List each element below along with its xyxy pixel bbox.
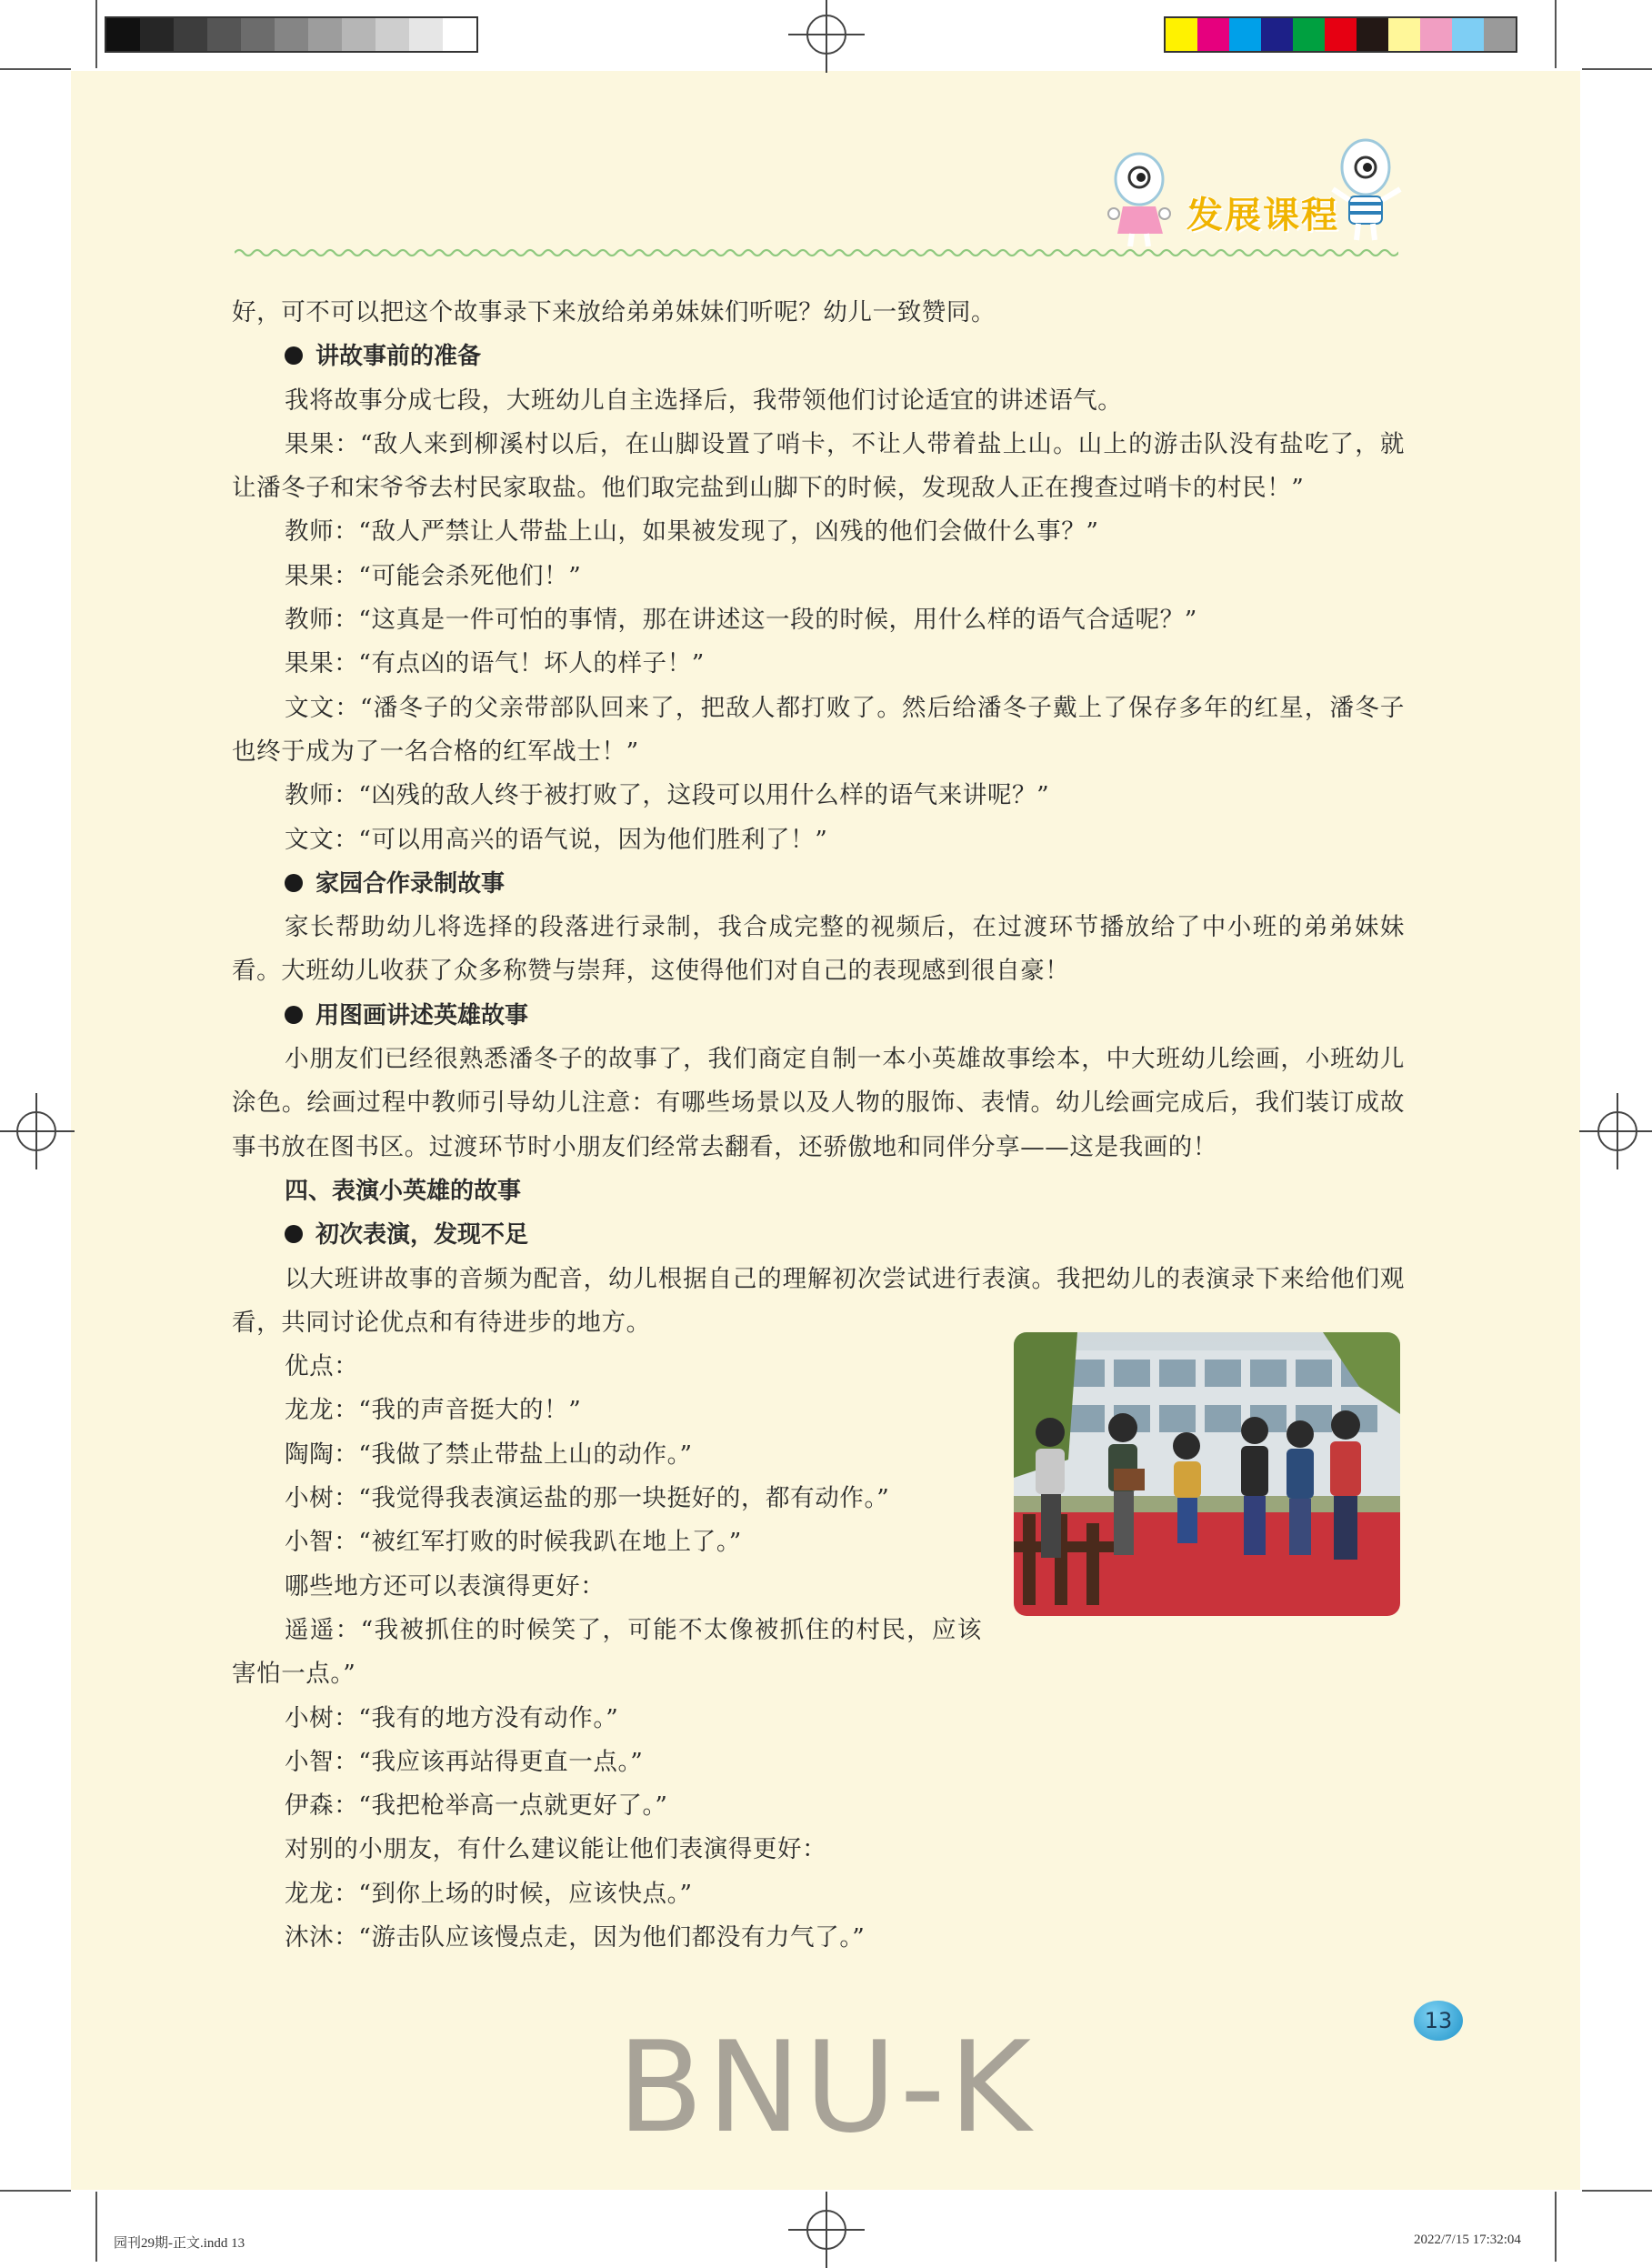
section-heading: 四、表演小英雄的故事 (285, 1177, 522, 1205)
article-paragraphs-tail (232, 1697, 1405, 1961)
crop-mark (0, 68, 71, 70)
gray-swatch (140, 18, 174, 51)
registration-mark (16, 1111, 56, 1151)
print-slug-timestamp: 2022/7/15 17:32:04 (1414, 2233, 1521, 2247)
bullet-dot-icon (285, 1006, 303, 1024)
crop-mark (1582, 68, 1652, 70)
gray-swatch (174, 18, 207, 51)
paragraph: 教师：“凶残的敌人终于被打败了，这段可以用什么样的语气来讲呢？” (285, 781, 1050, 810)
article-paragraphs-beside-photo (232, 1345, 982, 1696)
paragraph: 遥遥：“我被抓住的时候笑了，可能不太像被抓住的村民，应该害怕一点。” (232, 1615, 982, 1689)
bullet-heading-text: 家园合作录制故事 (315, 869, 506, 898)
bullet-dot-icon (285, 346, 303, 365)
color-swatch (1197, 18, 1229, 51)
bullet-heading-text: 初次表演，发现不足 (315, 1221, 529, 1249)
watermark: BNU-K (616, 2014, 1036, 2161)
bullet-heading-text: 讲故事前的准备 (315, 343, 482, 371)
paragraph: 龙龙：“我的声音挺大的！” (285, 1396, 582, 1425)
paragraph: 小智：“被红军打败的时候我趴在地上了。” (285, 1528, 742, 1557)
paragraph: 文文：“潘冬子的父亲带部队回来了，把敌人都打败了。然后给潘冬子戴上了保存多年的红星，潘冬子也终于成为了一名合格的红军战士！” (232, 693, 1405, 766)
registration-mark (1597, 1111, 1637, 1151)
paragraph: 沐沐：“游击队应该慢点走，因为他们都没有力气了。” (285, 1922, 866, 1952)
crop-mark (1555, 2192, 1557, 2262)
section-title: 发展课程 (1186, 195, 1339, 236)
paragraph: 我将故事分成七段，大班幼儿自主选择后，我带领他们讨论适宜的讲述语气。 (285, 386, 1123, 415)
crop-mark (1555, 0, 1557, 68)
paragraph: 小智：“我应该再站得更直一点。” (285, 1747, 644, 1776)
print-slug-file: 园刊29期-正文.indd 13 (114, 2236, 245, 2251)
registration-mark (806, 2210, 846, 2250)
paragraph: 教师：“敌人严禁让人带盐上山，如果被发现了，凶残的他们会做什么事？” (285, 517, 1099, 547)
registration-mark (806, 15, 846, 55)
paragraph: 龙龙：“到你上场的时候，应该快点。” (285, 1879, 693, 1908)
paragraph: 陶陶：“我做了禁止带盐上山的动作。” (285, 1440, 693, 1469)
paragraph: 小树：“我有的地方没有动作。” (285, 1703, 619, 1732)
mascot-girl-icon (1105, 150, 1177, 250)
paragraph: 文文：“可以用高兴的语气说，因为他们胜利了！” (285, 825, 828, 854)
bullet-heading-text: 用图画讲述英雄故事 (315, 1001, 529, 1029)
paragraph: 教师：“这真是一件可怕的事情，那在讲述这一段的时候，用什么样的语气合适呢？” (285, 606, 1197, 635)
color-swatch (1484, 18, 1516, 51)
bullet-dot-icon (285, 874, 303, 892)
paragraph: 小朋友们已经很熟悉潘冬子的故事了，我们商定自制一本小英雄故事绘本，中大班幼儿绘画，小班幼儿涂色。绘画过程中教师引导幼儿注意：有哪些场景以及人物的服饰、表情。幼儿绘画完成后，我们装订成故事书放在图书区。过渡环节时小朋友们经常去翻看，还骄傲地和同伴分享——这是我画的！ (232, 1045, 1405, 1161)
color-swatch (1388, 18, 1420, 51)
bullet-heading (232, 862, 1405, 906)
gray-swatch (308, 18, 342, 51)
gray-swatch (443, 18, 476, 51)
paragraph: 果果：“可能会杀死他们！” (285, 561, 582, 590)
crop-mark (1582, 2190, 1652, 2192)
crop-mark (0, 2190, 71, 2192)
header-divider-wave (235, 246, 1398, 260)
color-swatch (1325, 18, 1357, 51)
bullet-dot-icon (285, 1225, 303, 1243)
color-swatch (1293, 18, 1325, 51)
color-swatch (1261, 18, 1293, 51)
paragraph: 好，可不可以把这个故事录下来放给弟弟妹妹们听呢？幼儿一致赞同。 (232, 298, 996, 326)
crop-mark (95, 2192, 97, 2262)
color-calibration-bar (1164, 16, 1517, 53)
color-swatch (1166, 18, 1197, 51)
gray-swatch (241, 18, 275, 51)
photo-children-performance (1014, 1332, 1400, 1616)
article-body (232, 291, 1405, 1960)
paragraph: 果果：“有点凶的语气！坏人的样子！” (285, 649, 705, 678)
color-swatch (1420, 18, 1452, 51)
paragraph: 哪些地方还可以表演得更好： (285, 1571, 606, 1601)
gray-swatch (375, 18, 409, 51)
article-paragraphs (232, 291, 1405, 1345)
gray-swatch (342, 18, 375, 51)
paragraph: 对别的小朋友，有什么建议能让他们表演得更好： (285, 1835, 827, 1864)
paragraph: 伊森：“我把枪举高一点就更好了。” (285, 1791, 668, 1821)
gray-swatch (106, 18, 140, 51)
crop-mark (95, 0, 97, 68)
gray-swatch (409, 18, 443, 51)
grayscale-calibration-bar (105, 16, 478, 53)
gray-swatch (275, 18, 308, 51)
color-swatch (1452, 18, 1484, 51)
color-swatch (1229, 18, 1261, 51)
paragraph: 以大班讲故事的音频为配音，幼儿根据自己的理解初次尝试进行表演。我把幼儿的表演录下来给他们观看，共同讨论优点和有待进步的地方。 (232, 1264, 1405, 1337)
paragraph: 小树：“我觉得我表演运盐的那一块挺好的，都有动作。” (285, 1484, 890, 1513)
bullet-heading (232, 335, 1405, 378)
bullet-heading (232, 1213, 1405, 1257)
color-swatch (1357, 18, 1388, 51)
paragraph: 家长帮助幼儿将选择的段落进行录制，我合成完整的视频后，在过渡环节播放给了中小班的弟弟妹妹看。大班幼儿收获了众多称赞与崇拜，这使得他们对自己的表现感到很自豪！ (232, 913, 1405, 986)
paragraph: 果果：“敌人来到柳溪村以后，在山脚设置了哨卡，不让人带着盐上山。山上的游击队没有盐吃了，就让潘冬子和宋爷爷去村民家取盐。他们取完盐到山脚下的时候，发现敌人正在搜查过哨卡的村民！” (232, 429, 1405, 503)
bullet-heading (232, 994, 1405, 1038)
paragraph: 优点： (285, 1352, 359, 1381)
gray-swatch (207, 18, 241, 51)
page-number-badge: 13 (1414, 2001, 1463, 2041)
